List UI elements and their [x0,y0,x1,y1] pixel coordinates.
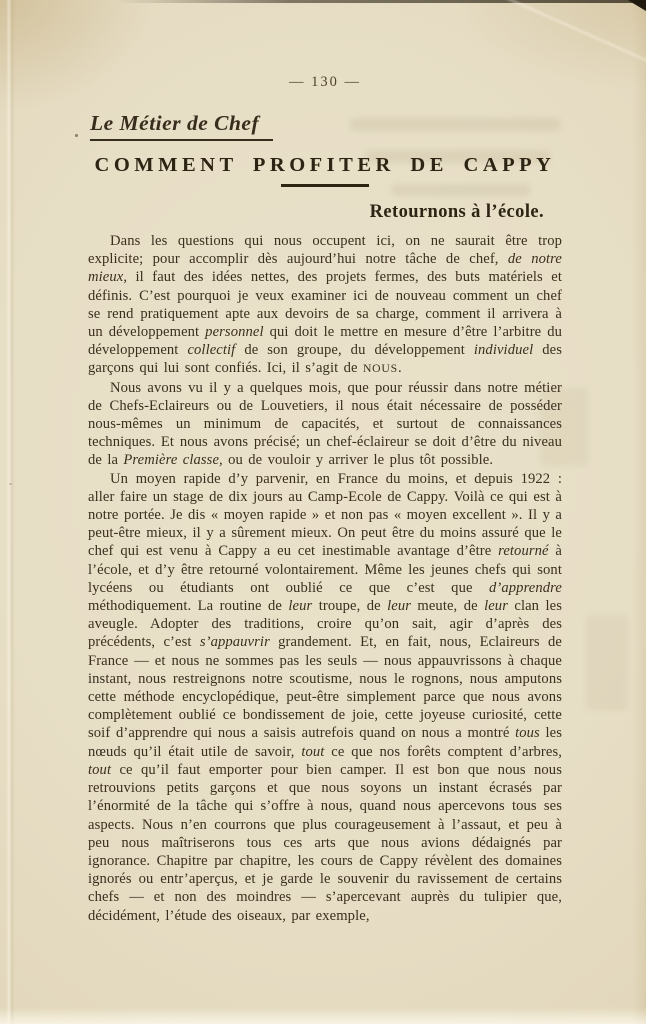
text-run: les nœuds qu’il était utile de savoir, [88,725,562,760]
rubric-title: Le Métier de Chef [90,111,273,141]
text-run: meute, de [411,598,485,615]
page-number: — 130 — [289,74,361,90]
text-run: des garçons qui lui sont confiés. Ici, il s’agit de [88,342,562,377]
text-run: de son groupe, du développement [235,342,474,359]
text-run: , ou de vouloir y arriver le plus tôt possible. [219,452,494,469]
text-run: clan les aveugle. Adopter des traditions, croire qu’on sait, agir d’après des précédents, c’est [88,598,562,651]
text-run: troupe, de [312,598,388,615]
text-run: individuel [473,342,534,359]
text-run: , il faut des idées nettes, des projets fermes, des buts matériels et définis. C’est pourquoi je veux examiner ici de nouveau comment un chef se rend pratiquement apte aux devoirs de sa charge, comment il arrivera à un développement [88,269,562,341]
article-body [88,232,562,925]
text-run: ce qu’il faut emporter pour bien camper. Il est bon que nous nous retrouvions petits garçons et que nous soyons un instant écrasés par l’énormité de la tâche qui s’offre à nous, quand nous apercevons tous ses aspects. Nous n’en courrons que plus courageusement à l’assaut, et peu à peu nous maîtriserons tous ces arts que nous avions dédaignés par ignorance. Chapitre par chapitre, les cours de Cappy révèlent des domaines ignorés ou entr’aperçus, et je garde le souvenir du ravissement de certains chefs — et non des moindres — s’apercevant auprès du tulipier que, décidément, l’étude des oiseaux, par exemple, [88,761,562,924]
text-run: méthodiquement. La routine de [88,598,289,615]
text-run: qui doit le mettre en mesure d’être l’arbitre du développement [88,324,562,359]
text-run: s’appauvrir [199,634,270,651]
rubric-container [90,111,562,141]
text-run: tout [301,743,325,760]
section-subtitle: Retournons à l’école. [369,202,544,222]
text-run: collectif [187,342,236,359]
paragraph [88,470,562,925]
text-run: grandement. Et, en fait, nous, Eclaireurs de France — et nous ne sommes pas les seuls — nous appauvrissons à chaque instant, nous restreignons notre scoutisme, nous le rognons, nous amputons cette méthode encyclopédique, peut-être simplement parce que nous avons complètement oublié ce bondissement de joie, cette joyeuse curiosité, cette soif d’apprendre qui nous a saisis autrefois quand on nous a montré [88,634,563,742]
title-rule [281,184,369,187]
article-title: COMMENT PROFITER DE CAPPY [94,154,556,176]
text-run: NOUS [362,362,398,376]
text-run: d’apprendre [489,579,562,596]
text-run: ce que nos forêts comptent d’arbres, [324,743,562,760]
text-run: Première classe [123,452,220,469]
text-run: Nous avons vu il y a quelques mois, que pour réussir dans notre métier de Chefs-Eclaireurs ou de Louvetiers, il nous était nécessaire de posséder nous-mêmes un minimum de capacités, et surtout de connaissances techniques. Et nous avons précisé; un chef-éclaireur se doit d’être du niveau de la [88,379,562,469]
text-run: leur [484,598,508,615]
paragraph [88,379,562,470]
text-run: de notre mieux [88,251,562,286]
text-run: leur [288,598,313,615]
text-run: Dans les questions qui nous occupent ici, on ne saurait être trop explicite; pour accomplir dès aujourd’hui notre tâche de chef, [88,233,562,268]
text-run: personnel [205,324,264,341]
text-run: tous [515,725,540,742]
paragraph [88,232,562,379]
text-run: leur [387,598,412,615]
text-run: à l’école, et d’y être retourné volontairement. Même les jeunes chefs qui sont lycéens ou étudiants ont oublié ce que c’est que [88,543,562,596]
text-run: tout [88,761,112,778]
text-run: Un moyen rapide d’y parvenir, en France du moins, et depuis 1922 : aller faire un stage de dix jours au Camp-Ecole de Cappy. Voilà ce qui est à notre portée. Je dis « moyen rapide » et non pas « moyen excellent ». Il y a peut-être mieux, il y a sûrement mieux. On peut être du moins assuré que le chef qui est venu à Cappy a eu cet inestimable avantage d’être [88,470,562,560]
text-run: . [397,360,402,377]
text-run: retourné [498,543,549,560]
